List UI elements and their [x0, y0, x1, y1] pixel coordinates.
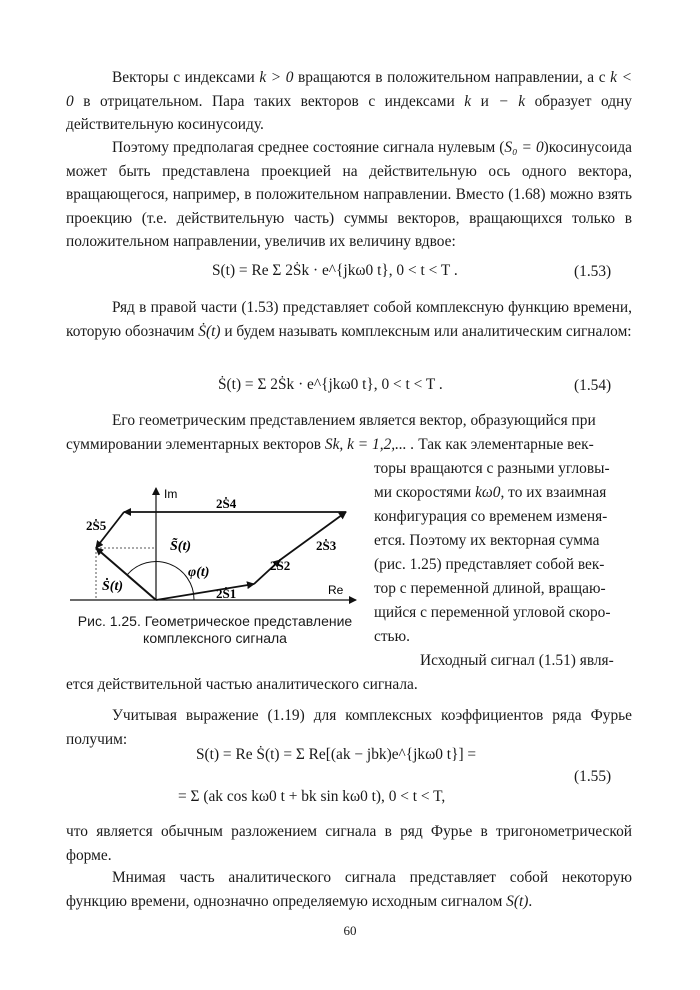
equation-text: S(t) = Re Σ 2Ṡk · e^{jkω0 t}, 0 < t < T .: [212, 262, 458, 279]
figure-1-25: [66, 478, 362, 610]
equation-1-53: [212, 262, 458, 280]
figure-caption: [70, 613, 360, 647]
paragraph-complex-signal: [66, 296, 632, 343]
math-inline: kω0: [475, 484, 501, 501]
text-line: Исходный сигнал (1.51) явля-: [420, 652, 614, 669]
text: суммировании элементарных векторов: [66, 436, 325, 453]
text-line: ется действительной частью аналитического сигнала.: [66, 676, 418, 693]
text: .: [528, 892, 533, 910]
equation-1-54: [218, 376, 443, 394]
text-line: щийся с переменной угловой скоро-: [374, 604, 611, 621]
text: и: [471, 92, 499, 110]
text-line: торы вращаются с разными угловы-: [374, 460, 610, 477]
text: ми скоростями: [374, 484, 476, 501]
math-inline: k < 0: [66, 69, 632, 110]
equation-number: (1.54): [574, 377, 612, 394]
math-inline: S(t): [506, 892, 529, 910]
text: , то их взаимная: [500, 484, 607, 501]
equation-text: Ṡ(t) = Σ 2Ṡk · e^{jkω0 t}, 0 < t < T .: [218, 376, 443, 393]
caption-line: Рис. 1.25. Геометрическое представление: [77, 613, 353, 629]
text: Мнимая часть аналитического сигнала представляет собой некоторую функцию времени, однозначно определяемую исходным сигналом: [66, 869, 632, 910]
page-number: 60: [343, 923, 357, 938]
label-phi: φ(t): [188, 565, 210, 580]
equation-text: S(t) = Re Ṡ(t) = Σ Re[(ak − jbk)e^{jkω0 t}] =: [196, 746, 477, 763]
text-line: ется. Поэтому их векторная сумма: [374, 532, 600, 549]
text: Учитывая выражение (1.19) для комплексных коэффициентов ряда Фурье получим:: [66, 707, 632, 748]
paragraph-vectors-intro: [66, 66, 632, 137]
label-s-dot: Ṡ(t): [102, 579, 123, 594]
math-inline: − k: [498, 92, 526, 110]
math-inline: Ṡ(t): [198, 322, 221, 340]
text-line: стью.: [374, 628, 410, 645]
text-line: [66, 436, 594, 454]
text: что является обычным разложением сигнала в ряд Фурье в тригонометрической форме.: [66, 823, 632, 864]
label-im: Im: [164, 487, 178, 501]
text-line: тор с переменной длиной, вращаю-: [374, 580, 606, 597]
label-re: Re: [328, 583, 344, 597]
text: вращаются в положительном направлении, а с: [293, 69, 606, 86]
equation-number: (1.55): [574, 768, 612, 785]
label-2s1: 2Ṡ1: [216, 586, 237, 601]
text: Поэтому предполагая среднее состояние сигнала нулевым (: [112, 139, 505, 156]
equation-text: = Σ (ak cos kω0 t + bk sin kω0 t), 0 < t < T,: [178, 788, 446, 805]
text-line: Его геометрическим представлением является вектор, образующийся при: [112, 412, 596, 429]
caption-line: комплексного сигнала: [143, 630, 287, 646]
math-inline: k: [464, 92, 472, 110]
text-line: конфигурация со временем изменя-: [374, 508, 608, 525]
math-inline: k > 0: [259, 69, 294, 86]
label-2s4: 2Ṡ4: [216, 496, 237, 511]
equation-1-55-line1: [196, 746, 476, 764]
text: Ряд в правой части (1.53) представляет собой комплексную функцию времени, которую обозначим: [66, 299, 632, 340]
vector-2s1: [156, 584, 254, 600]
text-line: [374, 484, 606, 502]
paragraph-fourier-series: [66, 820, 632, 867]
text: Так как элементарные век-: [414, 436, 594, 453]
paragraph-imaginary-part: [66, 866, 632, 913]
equation-number: (1.53): [574, 263, 612, 280]
label-2s5: 2Ṡ5: [86, 518, 107, 533]
label-2s2: 2Ṡ2: [270, 558, 291, 573]
text: в отрицательном. Пара таких векторов с индексами: [73, 92, 465, 110]
math-inline: S₀ = 0: [504, 139, 544, 156]
paragraph-fourier-coefs: [66, 704, 632, 751]
label-s-tilde: S̃(t): [170, 539, 191, 554]
text: образует одну действительную косинусоиду.: [66, 92, 632, 133]
text: Векторы с индексами: [112, 69, 260, 86]
phase-arc: [127, 562, 194, 600]
equation-1-55-line2: [178, 788, 445, 806]
text: )косинусоида может быть представлена проекцией на действительную ось одного вектора, вращающегося, например, в положительном направлении. Вместо (1.68) можно взять проекцию (т.е. действительную часть) суммы векторов, вращающихся только в положительном направлении, увеличив их величину вдвое:: [66, 139, 632, 250]
paragraph-cosinusoid: [66, 136, 632, 254]
math-inline: Sk, k = 1,2,... .: [324, 436, 415, 453]
text-line: (рис. 1.25) представляет собой век-: [374, 556, 605, 573]
label-2s3: 2Ṡ3: [316, 538, 337, 553]
text: и будем называть комплексным или аналитическим сигналом:: [220, 322, 632, 340]
